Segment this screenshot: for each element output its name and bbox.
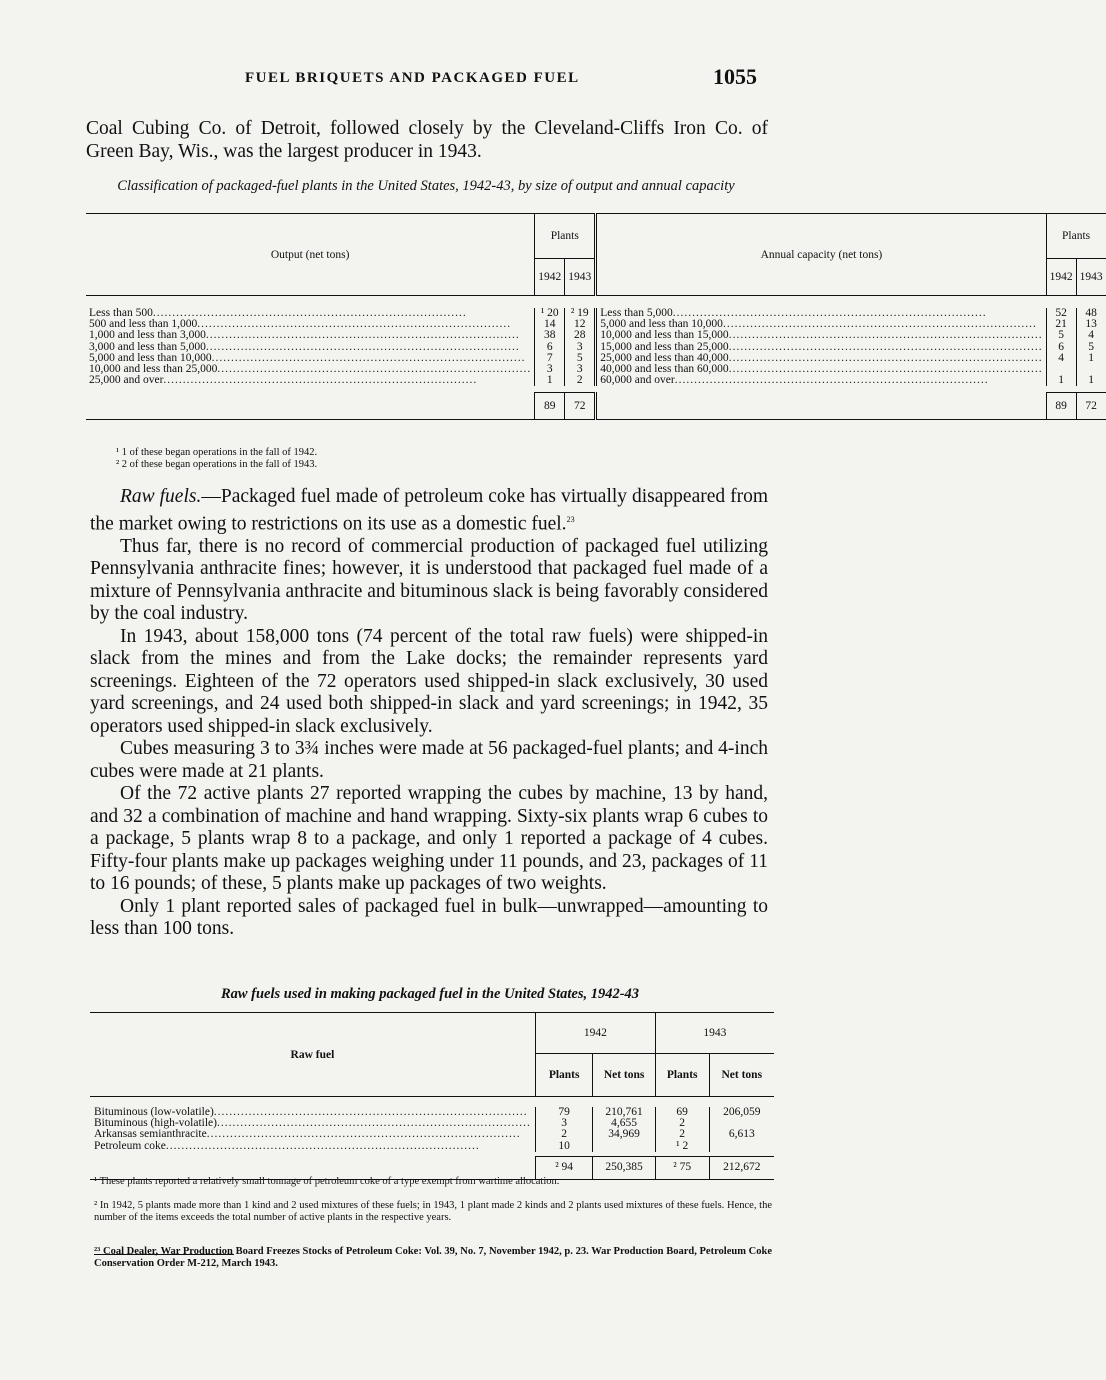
paragraph: Of the 72 active plants 27 reported wrapping the cubes by machine, 13 by hand, and 32 a combination of machine and hand wrapping. Sixty-six plants wrap 6 cubes to a package, 5 plants wrap 8 to a package, and only 1 reported a package of 4 cubes. Fifty-four plants make up packages weighing under 11 pounds, and 23, packages of 11 to 16 pounds; of these, 5 plants make up packages of two weights. bbox=[90, 783, 768, 894]
cell: 5 bbox=[1046, 330, 1076, 341]
running-header bbox=[0, 64, 877, 92]
cell: 48 bbox=[1076, 308, 1106, 319]
cell bbox=[593, 1141, 655, 1152]
row-label: 15,000 and less than 25,000 bbox=[600, 340, 729, 353]
cell: 2 bbox=[655, 1129, 709, 1140]
paragraph: Cubes measuring 3 to 3¾ inches were made at 56 packaged-fuel plants; and 4-inch cubes were made at 21 plants. bbox=[90, 738, 768, 782]
row-label: Arkansas semianthracite bbox=[94, 1128, 207, 1141]
total-cell: ² 94 bbox=[535, 1156, 593, 1179]
row-label: 500 and less than 1,000 bbox=[89, 318, 198, 331]
paragraph-raw-fuels bbox=[90, 486, 768, 536]
row-label: 5,000 and less than 10,000 bbox=[600, 318, 723, 331]
cell: 4,655 bbox=[593, 1118, 655, 1129]
cell: 10 bbox=[535, 1141, 593, 1152]
row-label: Less than 5,000 bbox=[600, 307, 673, 319]
output-header: Output (net tons) bbox=[86, 214, 535, 296]
cell: 6,613 bbox=[709, 1129, 774, 1140]
tons-header: Net tons bbox=[593, 1054, 655, 1097]
year-header: 1943 bbox=[655, 1013, 774, 1054]
row-label: 3,000 and less than 5,000 bbox=[89, 340, 206, 353]
total-cell: 72 bbox=[565, 393, 596, 420]
plants-header: Plants bbox=[655, 1054, 709, 1097]
table1-caption: Classification of packaged-fuel plants in the United States, 1942-43, by size of output and annual capacity bbox=[117, 178, 735, 194]
cell: 1 bbox=[1076, 375, 1106, 386]
cell: 38 bbox=[535, 330, 565, 341]
cell: 3 bbox=[565, 342, 596, 353]
paragraph-lead: Raw fuels. bbox=[120, 486, 202, 507]
row-label: 10,000 and less than 25,000 bbox=[89, 363, 218, 376]
year-header: 1943 bbox=[565, 259, 596, 296]
total-cell: 89 bbox=[1046, 393, 1076, 420]
row-label: Bituminous (high-volatile) bbox=[94, 1117, 217, 1130]
page-number: 1055 bbox=[713, 64, 757, 89]
cell: 206,059 bbox=[709, 1107, 774, 1118]
cell: 14 bbox=[535, 319, 565, 330]
cell: 2 bbox=[565, 375, 596, 386]
total-cell: ² 75 bbox=[655, 1156, 709, 1179]
cell: 1 bbox=[535, 375, 565, 386]
row-label: 10,000 and less than 15,000 bbox=[600, 329, 729, 342]
table2-footnote-1: ¹ These plants reported a relatively small tonnage of petroleum coke of a type exempt from wartime allocation. bbox=[94, 1176, 560, 1187]
raw-fuel-header: Raw fuel bbox=[90, 1013, 535, 1097]
table1-footnote-2: ² 2 of these began operations in the fall of 1943. bbox=[116, 459, 318, 470]
year-header: 1942 bbox=[1046, 259, 1076, 296]
cell: 5 bbox=[1076, 342, 1106, 353]
row-label: 40,000 and less than 60,000 bbox=[600, 363, 729, 376]
row-label: 60,000 and over bbox=[600, 374, 675, 387]
cell: 13 bbox=[1076, 319, 1106, 330]
raw-fuels-table bbox=[90, 1012, 774, 1181]
cell: ¹ 20 bbox=[535, 308, 565, 319]
plants-header-2: Plants bbox=[1046, 214, 1106, 259]
reference-note: ²³ Coal Dealer, War Production Board Freezes Stocks of Petroleum Coke: Vol. 39, No. 7, November 1942, p. 23. War Production Board, Petroleum Coke Conservation Order M-212, March 1943. bbox=[94, 1246, 772, 1269]
cell: 52 bbox=[1046, 308, 1076, 319]
intro-paragraph: Coal Cubing Co. of Detroit, followed closely by the Cleveland-Cliffs Iron Co. of Green Bay, Wis., was the largest producer in 1943. bbox=[86, 118, 768, 162]
row-label: Less than 500 bbox=[89, 307, 153, 319]
table-row bbox=[86, 375, 1106, 386]
row-label: 1,000 and less than 3,000 bbox=[89, 329, 206, 342]
capacity-header: Annual capacity (net tons) bbox=[596, 214, 1046, 296]
cell: 4 bbox=[1076, 330, 1106, 341]
cell bbox=[709, 1141, 774, 1152]
plants-header: Plants bbox=[535, 1054, 593, 1097]
cell: 28 bbox=[565, 330, 596, 341]
year-header: 1942 bbox=[535, 1013, 655, 1054]
cell: 1 bbox=[1046, 375, 1076, 386]
table-row bbox=[90, 1141, 774, 1152]
cell: 2 bbox=[535, 1129, 593, 1140]
cell: 7 bbox=[535, 353, 565, 364]
total-cell: 212,672 bbox=[709, 1156, 774, 1179]
table2-caption: Raw fuels used in making packaged fuel in the United States, 1942-43 bbox=[220, 986, 640, 1002]
paragraph: In 1943, about 158,000 tons (74 percent of the total raw fuels) were shipped-in slack from the mines and from the Lake docks; the remainder represents yard screenings. Eighteen of the 72 operators used shipped-in slack exclusively, 30 used yard screenings, and 24 used both shipped-in slack and yard screenings; in 1942, 35 operators used shipped-in slack exclusively. bbox=[90, 625, 768, 737]
table1-footnote-1: ¹ 1 of these began operations in the fall of 1942. bbox=[116, 447, 318, 458]
year-header: 1943 bbox=[1076, 259, 1106, 296]
paragraph: Thus far, there is no record of commercial production of packaged fuel utilizing Pennsylvania anthracite fines; however, it is understood that packaged fuel made of a mixture of Pennsylvania anthracite and bituminous slack is being favorably considered by the coal industry. bbox=[90, 535, 768, 624]
cell: 2 bbox=[655, 1118, 709, 1129]
paragraph-text: —Packaged fuel made of petroleum coke has virtually disappeared from the market owing to restrictions on its use as a domestic fuel. bbox=[90, 486, 768, 534]
plants-classification-table bbox=[86, 213, 1106, 421]
cell: 12 bbox=[565, 319, 596, 330]
cell: 34,969 bbox=[593, 1129, 655, 1140]
cell: 3 bbox=[535, 1118, 593, 1129]
row-label: Petroleum coke bbox=[94, 1139, 166, 1152]
footnote-ref: 23 bbox=[566, 514, 575, 524]
cell: 6 bbox=[535, 342, 565, 353]
cell: 1 bbox=[1076, 353, 1106, 364]
table2-footnote-2: ² In 1942, 5 plants made more than 1 kind and 2 used mixtures of these fuels; in 1943, 1 plant made 2 kinds and 2 plants used mixtures of these fuels. Hence, the number of the items exceeds the total number of active plants in the respective years. bbox=[94, 1200, 772, 1223]
cell: 79 bbox=[535, 1107, 593, 1118]
row-label: 5,000 and less than 10,000 bbox=[89, 351, 212, 364]
cell: 5 bbox=[565, 353, 596, 364]
tons-header: Net tons bbox=[709, 1054, 774, 1097]
cell: 3 bbox=[565, 364, 596, 375]
header-title: FUEL BRIQUETS AND PACKAGED FUEL bbox=[245, 70, 580, 86]
cell: 69 bbox=[655, 1107, 709, 1118]
cell: ¹ 2 bbox=[655, 1141, 709, 1152]
row-label: Bituminous (low-volatile) bbox=[94, 1106, 214, 1118]
total-cell: 250,385 bbox=[593, 1156, 655, 1179]
paragraph: Only 1 plant reported sales of packaged fuel in bulk—unwrapped—amounting to less than 100 tons. bbox=[90, 895, 768, 939]
total-cell: 72 bbox=[1076, 393, 1106, 420]
cell: 4 bbox=[1046, 353, 1076, 364]
row-label: 25,000 and over bbox=[89, 374, 164, 387]
body-text bbox=[90, 486, 768, 941]
plants-header: Plants bbox=[535, 214, 596, 259]
row-label: 25,000 and less than 40,000 bbox=[600, 351, 729, 364]
totals-row bbox=[86, 393, 1106, 420]
total-cell: 89 bbox=[535, 393, 565, 420]
cell: ² 19 bbox=[565, 308, 596, 319]
cell: 3 bbox=[535, 364, 565, 375]
cell: 6 bbox=[1046, 342, 1076, 353]
cell: 210,761 bbox=[593, 1107, 655, 1118]
year-header: 1942 bbox=[535, 259, 565, 296]
cell: 21 bbox=[1046, 319, 1076, 330]
